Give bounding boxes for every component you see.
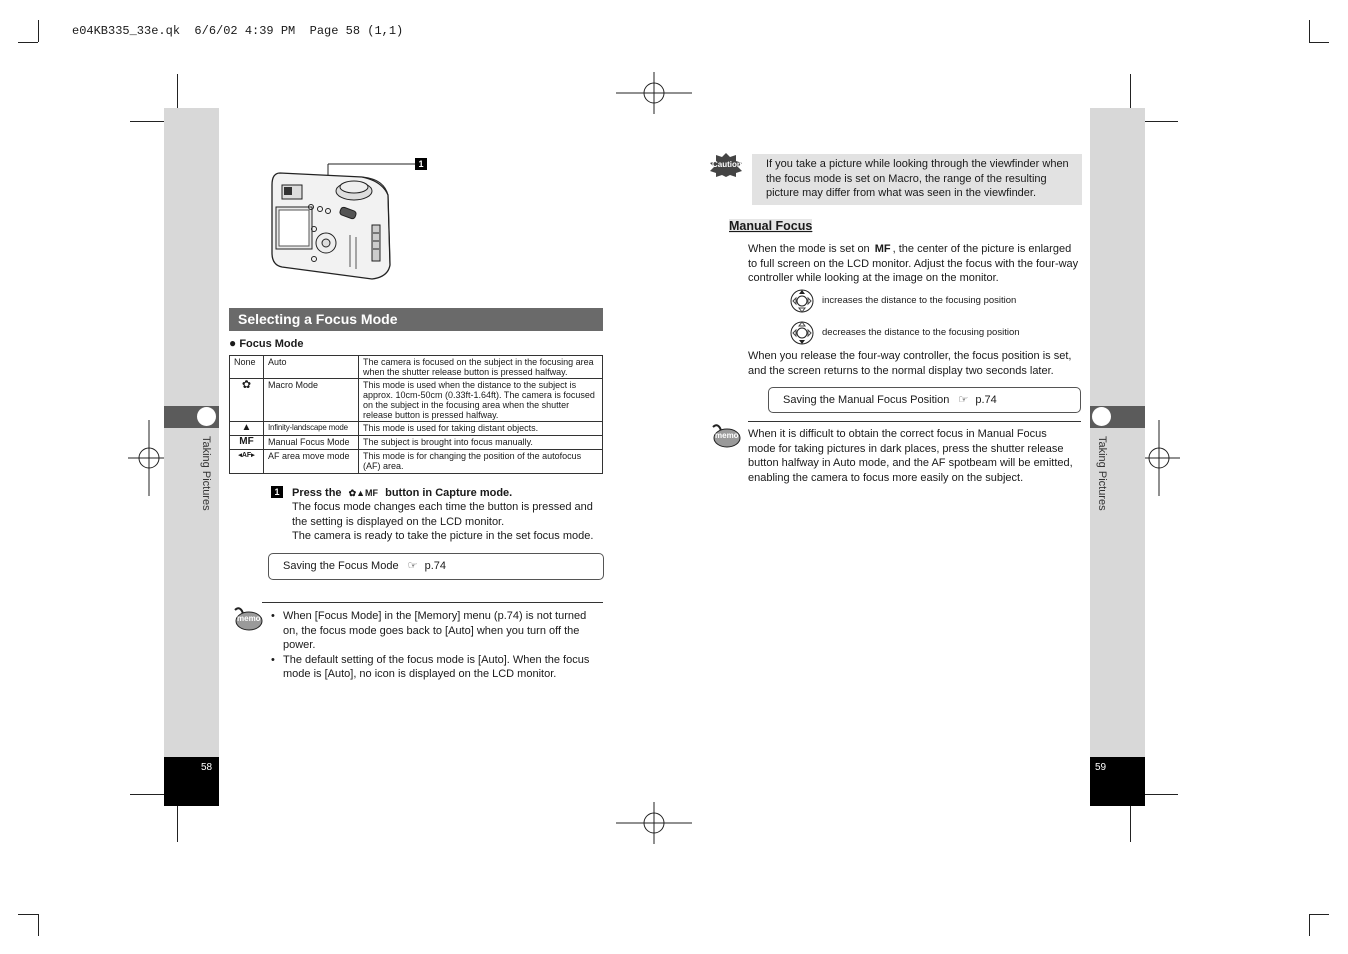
mode-name-cell: Auto [264, 356, 359, 379]
saving-manual-focus-ref [768, 387, 1081, 413]
ref-text: Saving the Manual Focus Position [783, 394, 950, 406]
pointing-hand-icon: ☞ [407, 560, 418, 572]
table-row [230, 356, 603, 379]
memo-divider [262, 602, 603, 603]
af-area-icon: ◂AF▸ [230, 450, 264, 474]
step-line: The focus mode changes each time the button is pressed and the setting is displayed on the LCD monitor. [292, 501, 593, 528]
focus-mode-heading [229, 336, 303, 350]
mode-description-cell: The camera is focused on the subject in the focusing area when the shutter release button is pressed halfway. [359, 356, 603, 379]
memo-bullets [269, 609, 603, 682]
mode-name-cell: Macro Mode [264, 379, 359, 422]
callout-number: 1 [418, 159, 424, 169]
step-line: The camera is ready to take the picture in the set focus mode. [292, 530, 594, 542]
right-page-number-box [1090, 757, 1145, 806]
mode-description-cell: This mode is used for taking distant objects. [359, 422, 603, 436]
af-icon-text: AF [241, 452, 252, 459]
manual-focus-title: Manual Focus [729, 219, 813, 233]
memo-label: memo [715, 431, 739, 440]
mode-icon-cell: None [230, 356, 264, 379]
mode-name-cell: Infinity-landscape mode [264, 422, 359, 436]
focus-button-icons: ✿▲MF [348, 488, 379, 498]
ref-page: p.74 [975, 394, 997, 406]
left-page-number-box [164, 757, 219, 806]
memo-bullet: • The default setting of the focus mode is [Auto]. When the focus mode is [Auto], no icon is displayed on the LCD monitor. [269, 653, 603, 682]
right-side-tab-label: Taking Pictures [1096, 436, 1108, 511]
step-heading [292, 486, 512, 501]
mode-name-cell: AF area move mode [264, 450, 359, 474]
four-way-controller-up-icon [789, 288, 815, 314]
registration-mark-top [614, 72, 694, 114]
caution-icon [709, 152, 743, 183]
section-title-bar [229, 308, 603, 331]
step-press-text: Press the [292, 487, 342, 499]
step-after-text: button in Capture mode. [385, 487, 513, 499]
mode-name-cell: Manual Focus Mode [264, 436, 359, 450]
caution-text: If you take a picture while looking through the viewfinder when the focus mode is set on Macro, the range of the resulting picture may differ from what was seen in the viewfinder. [766, 158, 1069, 199]
step-number: 1 [274, 487, 280, 497]
table-row [230, 436, 603, 450]
mf-icon: MF [230, 436, 264, 450]
saving-focus-mode-ref [268, 553, 604, 580]
mode-description-cell: The subject is brought into focus manually. [359, 436, 603, 450]
mf-intro-a: When the mode is set on [748, 243, 870, 255]
controller-down-text: decreases the distance to the focusing position [822, 327, 1020, 338]
table-row [230, 379, 603, 422]
ref-text: Saving the Focus Mode [283, 560, 399, 572]
step-number-badge [271, 486, 283, 498]
left-side-tab-label: Taking Pictures [200, 436, 212, 511]
mf-intro-b: , the center of the picture is enlarged to full screen on the LCD monitor. Adjust the focus with the four-way controller while looking at the image on the monitor. [748, 243, 1079, 284]
left-page-number: 58 [201, 762, 213, 773]
mode-description-cell: This mode is used when the distance to the subject is approx. 10cm-50cm (0.33ft-1.64ft). The camera is focused on the subject in the focusing area when the shutter release button is pressed halfway. [359, 379, 603, 422]
registration-mark-bottom [614, 802, 694, 844]
mf-icon: MF [874, 243, 891, 255]
section-title: Selecting a Focus Mode [238, 311, 398, 327]
bullet-dot-icon: ● [229, 336, 237, 350]
table-row [230, 422, 603, 436]
mountain-icon: ▲ [230, 422, 264, 436]
print-slug: e04KB335_33e.qk 6/6/02 4:39 PM Page 58 (1,1) [72, 24, 404, 38]
memo-icon [709, 423, 741, 454]
left-tab-circle [197, 407, 216, 426]
ref-page: p.74 [424, 560, 446, 572]
macro-icon: ✿ [230, 379, 264, 422]
callout-number-badge [415, 158, 427, 170]
step-description [292, 500, 606, 544]
mode-description-cell: This mode is for changing the position of the autofocus (AF) area. [359, 450, 603, 474]
manual-focus-intro [748, 242, 1082, 286]
right-tab-circle [1092, 407, 1111, 426]
memo-icon [231, 606, 263, 637]
controller-up-text: increases the distance to the focusing position [822, 295, 1017, 306]
four-way-controller-down-icon [789, 320, 815, 346]
memo-bullet: • When [Focus Mode] in the [Memory] menu (p.74) is not turned on, the focus mode goes back to [Auto] when you turn off the power. [269, 609, 603, 653]
caution-label: Caution [712, 160, 742, 169]
memo-label: memo [237, 614, 261, 623]
right-page-number: 59 [1095, 762, 1107, 773]
focus-mode-table [229, 355, 603, 474]
memo-divider [748, 421, 1081, 422]
pointing-hand-icon: ☞ [958, 394, 969, 406]
camera-illustration [262, 155, 432, 285]
release-text: When you release the four-way controller, the focus position is set, and the screen returns to the normal display two seconds later. [748, 350, 1072, 377]
focus-mode-heading-text: Focus Mode [239, 338, 304, 350]
table-row [230, 450, 603, 474]
memo-text: When it is difficult to obtain the correct focus in Manual Focus mode for taking pictures in dark places, press the shutter release button halfway in Auto mode, and the AF spotbeam will be emitted, enabling the camera to focus more easily on the subject. [748, 428, 1073, 484]
